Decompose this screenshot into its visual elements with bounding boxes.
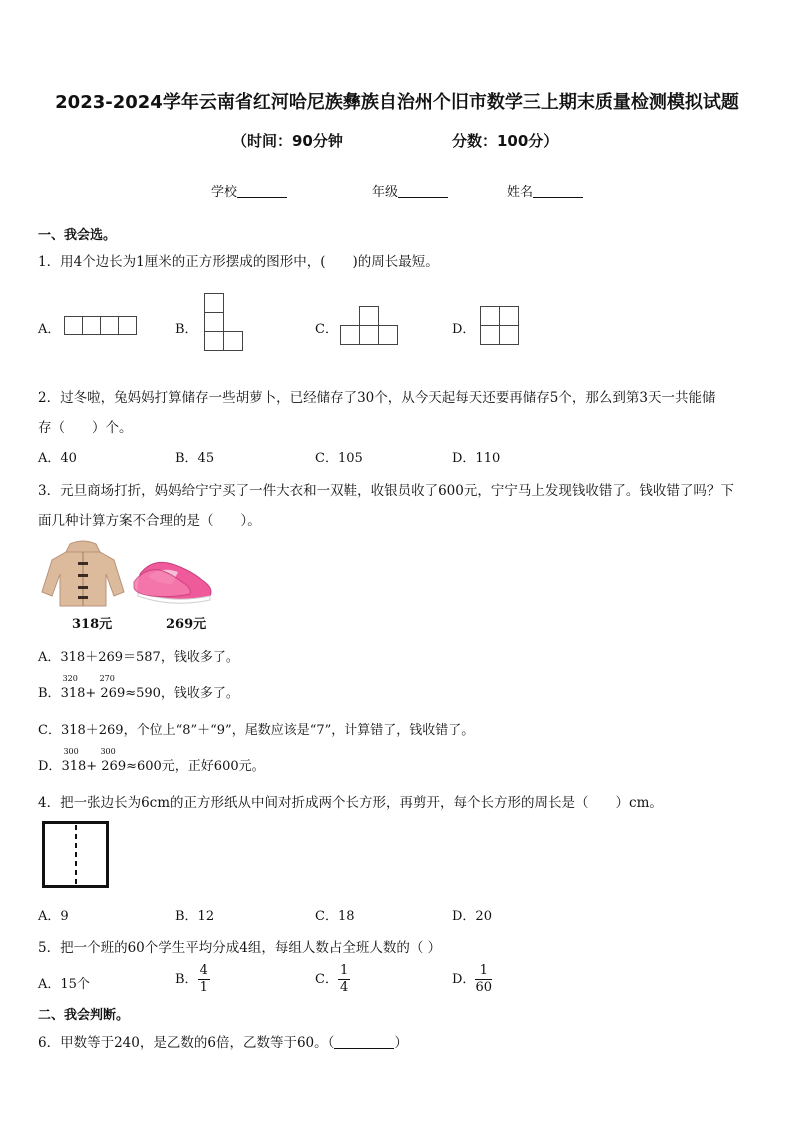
- q1-option-b: B．: [175, 322, 198, 337]
- school-field: 学校: [211, 181, 287, 200]
- q3-option-d: D． 300 300 318+ 269≈600元，正好600元。: [38, 747, 265, 774]
- q4-option-b: B．12: [175, 909, 215, 924]
- q4-option-a: A．9: [38, 909, 69, 924]
- q5-c-fraction: $\frac{1}{4}$: [339, 963, 349, 995]
- q3-option-a: A．318＋269＝587，钱收多了。: [38, 650, 239, 665]
- q5-d-fraction: $\frac{1}{60}$: [475, 963, 492, 995]
- coat-price: 318元: [72, 617, 113, 632]
- shoes-image: [132, 554, 216, 608]
- q1-figure-b: [204, 293, 246, 351]
- time-label: （时间：90分钟: [232, 132, 343, 150]
- q3-b-estimate-1: 320: [62, 674, 78, 683]
- section-2-heading: 二、我会判断。: [38, 1008, 130, 1023]
- question-5: 5．把一个班的60个学生平均分成4组，每组人数占全班人数的（ ）: [38, 940, 442, 956]
- q1-figure-c: [340, 306, 400, 346]
- score-label: 分数：100分）: [452, 132, 559, 150]
- q4-option-d: D．20: [452, 909, 492, 924]
- section-1-heading: 一、我会选。: [38, 228, 117, 243]
- q1-figure-a: [64, 314, 140, 336]
- q5-option-c: C． $\frac{1}{4}$: [315, 963, 349, 995]
- q3-d-estimate-2: 300: [100, 747, 116, 756]
- q1-option-c: C．: [315, 322, 338, 337]
- q2-option-c: C．105: [315, 451, 363, 466]
- q5-option-d: D． $\frac{1}{60}$: [452, 963, 492, 995]
- coat-image: [40, 540, 126, 610]
- question-2-line-1: 2．过冬啦，兔妈妈打算储存一些胡萝卜，已经储存了30个，从今天起每天还要再储存5个，那么到第3天一共能储: [38, 390, 716, 406]
- exam-title: 2023-2024学年云南省红河哈尼族彝族自治州个旧市数学三上期末质量检测模拟试题: [55, 92, 739, 113]
- grade-field: 年级: [372, 181, 448, 200]
- shoe-price: 269元: [166, 617, 207, 632]
- q2-option-a: A．40: [38, 451, 77, 466]
- name-field: 姓名: [507, 181, 583, 200]
- q2-option-d: D．110: [452, 451, 501, 466]
- question-2-line-2: 存（ ）个。: [38, 420, 133, 436]
- q4-option-c: C．18: [315, 909, 355, 924]
- q1-figure-d: [480, 306, 520, 346]
- q5-option-a: A．15个: [38, 977, 90, 992]
- q2-option-b: B．45: [175, 451, 215, 466]
- q1-option-d: D．: [452, 322, 476, 337]
- q5-b-fraction: $\frac{4}{1}$: [199, 963, 208, 995]
- q1-option-a: A．: [38, 322, 61, 337]
- question-1: 1．用4个边长为1厘米的正方形摆成的图形中，( )的周长最短。: [38, 254, 439, 270]
- question-3-line-2: 面几种计算方案不合理的是（ ）。: [38, 513, 261, 529]
- q6-answer-blank[interactable]: [334, 1036, 394, 1049]
- q3-d-estimate-1: 300: [63, 747, 79, 756]
- question-6: 6．甲数等于240，是乙数的6倍，乙数等于60。（ ）: [38, 1035, 408, 1051]
- q3-option-c: C．318＋269，个位上“8”＋“9”，尾数应该是“7”，计算错了，钱收错了。: [38, 723, 475, 738]
- question-4: 4．把一张边长为6cm的正方形纸从中间对折成两个长方形，再剪开，每个长方形的周长是（ ）cm。: [38, 795, 663, 811]
- q3-b-estimate-2: 270: [99, 674, 115, 683]
- q4-folded-square: [42, 821, 110, 889]
- question-3-line-1: 3．元旦商场打折，妈妈给宁宁买了一件大衣和一双鞋，收银员收了600元，宁宁马上发现钱收错了。钱收错了吗？下: [38, 483, 734, 499]
- q3-option-b: B． 320 270 318+ 269≈590，钱收多了。: [38, 674, 239, 701]
- q5-option-b: B． $\frac{4}{1}$: [175, 963, 208, 995]
